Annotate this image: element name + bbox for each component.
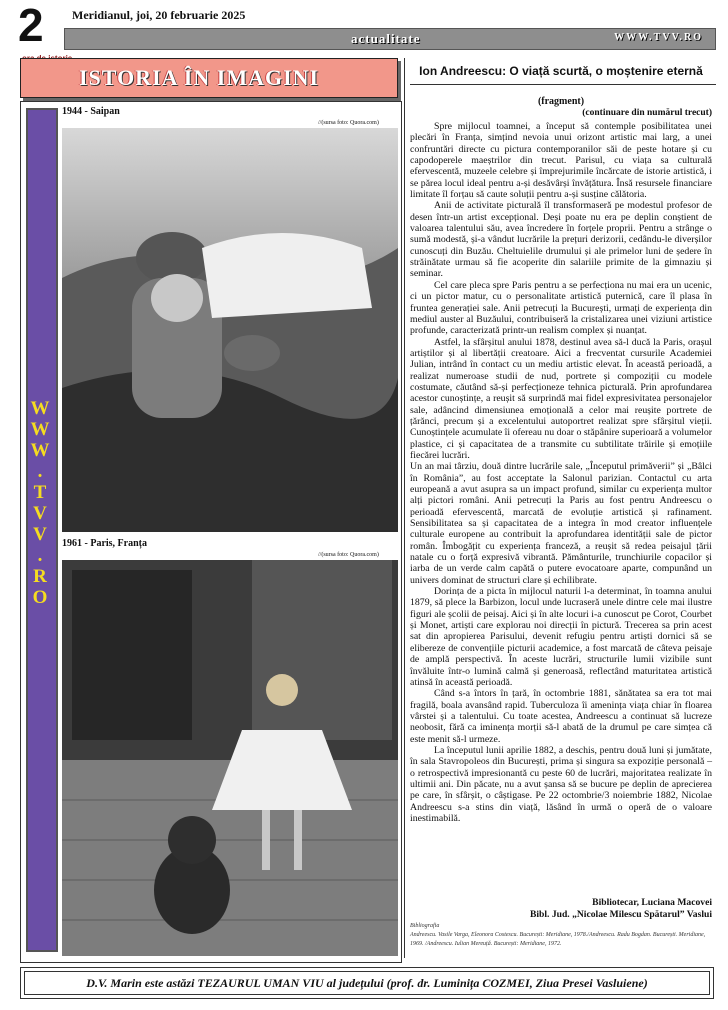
band-letter: W xyxy=(30,440,50,461)
photo-saipan-image xyxy=(62,128,398,532)
paragraph: Astfel, la sfârșitul anului 1878, destinul avea să-l ducă la Paris, orașul artiștilor și al libertății creatoare. Aici a frecventat cursurile Academiei Julian, intrând în contact cu un mediu artistic elevat. În această perioadă, a realizat numeroase studii de nud, portrete și compoziții cu modele costumate, căutând să-și perfecționeze tehnica picturală. Prin aprofundarea acestor cunoștințe, a reușit să surprindă mai fidel expresivitatea personajelor sale, adâncind dimensiunea emoțională a celor mai reușite portrete de țărănci, precum și a excelentului autoportret realizat spre sfârșitul vieții. Cunoștințele acumulate îi ofereau nu doar o stăpânire superioară a volumelor plastice, ci și capacitatea de a transmite cu subtilitate trăirile și emoțiile fiecărei lucrări. xyxy=(410,336,712,461)
article-body xyxy=(410,121,712,824)
paragraph: Când s-a întors în țară, în octombrie 1881, sănătatea sa era tot mai fragilă, boala avansând rapid. Tuberculoza îi amenința viața chiar în floarea vârstei și a talentului. Cu toate acestea, Andreescu a continuat să lucreze neobosit, fără ca iminența morții să-l abată de la drumul pe care simțea că este menit să-l urmeze. xyxy=(410,688,712,745)
website-label: WWW.TVV.RO xyxy=(614,32,703,43)
section-label: actualitate xyxy=(351,31,421,46)
paragraph: Cel care pleca spre Paris pentru a se perfecționa nu mai era un ucenic, ci un pictor matur, cu o personalitate artistică puternică, care îl plasa în fruntea generației sale. Anii petrecuți la București, urmați de experiența din mediul auster al Buzăului, contribuiseră la cristalizarea unei viziuni artistice profunde, caracterizată printr-un realism complex și nuanțat. xyxy=(410,279,712,337)
article-title: Ion Andreescu: O viață scurtă, o moștenire eternă xyxy=(419,64,703,78)
band-letter: W xyxy=(30,419,50,440)
paragraph: Dorința de a picta în mijlocul naturii l-a determinat, în toamna anului 1879, să plece la Barbizon, locul unde lucraseră unele dintre cele mai ilustre figuri ale școlii de peisaj. Aici și în alte locuri i-a cunoscut pe Corot, Courbet și Monet, artiști care explorau noi direcții în pictură. Trecerea sa prin acest sat din apropierea Parisului, devenit refugiu pentru artiști dornici să se elibereze de convențiile picturii academice, a fost marcată de câteva peisaje de amplă perspectivă. În aceste lucrări, structurile lumii vizibile sunt învăluite într-o lumină calmă și generoasă, reflectând maturitatea artistică atinsă în această perioadă. xyxy=(410,586,712,688)
paragraph: Anii de activitate picturală îl transformaseră pe modestul profesor de desen într-un artist excepțional. Deși poate nu era pe deplin conștient de valoarea talentului său, avea încredere în forțele proprii. Pentru a strânge o sumă modestă, și-a vândut lucrările la prețuri derizorii, cedându-le diverșilor cunoscuți din Buzău. Cheltuielile drumului și ale primelor luni de ședere în străinătate urmau să fie acoperite din salariile primite de la gimnaziu și seminar. xyxy=(410,200,712,280)
paragraph: Un an mai târziu, două dintre lucrările sale, „Începutul primăverii” și „Bâlci în România”, au fost acceptate la Salonul parizian. Contactul cu arta europeană a avut asupra sa un impact profund, similar cu experiența multor alți pictori români. Anii petrecuți la Paris au fost pentru Andreescu o perioadă efervescentă, marcată de evoluție artistică și rafinament. Sensibilitatea sa și capacitatea de a integra în mod creator influențele culturale europene au contribuit la aprofundarea identității sale de pictor român. Îmbogățit cu experiența franceză, a reușit să redea peisajul țării natale cu o forță expresivă vibrantă. Pământurile, trunchiurile copacilor și iarba de un verde calm capătă o putere evocatoare aparte, compunând un univers dominat de structuri clare și echilibrate. xyxy=(410,461,712,586)
photo-1-source: //(sursa foto: Quora.com) xyxy=(318,120,379,126)
article-fragment-label: (fragment) xyxy=(537,96,585,107)
paragraph: Spre mijlocul toamnei, a început să contemple posibilitatea unei plecări în Franța, simțind nevoia unui orizont artistic mai larg, a unei confruntări directe cu pictura contemporanilor săi de peste hotare și cu capodoperele maeștrilor din trecut. Parisul, cu viața sa culturală efervescentă, muzeele celebre și împrejurimile încărcate de istorie artistică, i se părea locul ideal pentru a-și desăvârși învățătura. Însă resursele financiare limitate îl forțau să caute soluții pentru a-și susține călătoria. xyxy=(410,121,712,201)
vertical-band-text xyxy=(26,398,54,608)
band-letter: R xyxy=(33,566,47,587)
photo-saipan xyxy=(62,128,398,532)
top-bar xyxy=(64,28,716,50)
page-number: 2 xyxy=(18,0,44,51)
band-letter: T xyxy=(33,482,47,503)
band-letter: . xyxy=(37,545,43,566)
band-letter: V xyxy=(33,524,47,545)
photo-2-source: //(sursa foto: Quora.com) xyxy=(318,552,379,558)
article-continuation-label: (continuare din numărul trecut) xyxy=(582,108,712,118)
title-rule xyxy=(410,84,716,85)
photo-paris-image xyxy=(62,560,398,956)
bibliography-text: Andreescu. Vasile Varga, Eleonora Costescu. București: Meridiane, 1978./Andreescu. Radu Bogdan. București. Meridiane, 1969. /Andreescu. Iulian Mereuță. București: Meridiane, 1972. xyxy=(410,932,706,947)
signature-author: Bibliotecar, Luciana Macovei xyxy=(592,897,712,908)
footer-box xyxy=(20,967,714,999)
bibliography xyxy=(410,922,712,949)
footer-text: D.V. Marin este astăzi TEZAURUL UMAN VIU al județului (prof. dr. Luminița COZMEI, Ziua Presei Vasluiene) xyxy=(24,971,710,995)
photo-1-caption: 1944 - Saipan xyxy=(62,106,120,117)
rubric-title-box xyxy=(20,58,398,98)
band-letter: W xyxy=(30,398,50,419)
photo-paris xyxy=(62,560,398,956)
band-letter: V xyxy=(33,503,47,524)
bibliography-label: Bibliografia xyxy=(410,923,440,929)
rubric-title: ISTORIA ÎN IMAGINI xyxy=(79,65,320,90)
signature-library: Bibl. Jud. „Nicolae Milescu Spătarul” Vaslui xyxy=(529,909,712,920)
date-line: Meridianul, joi, 20 februarie 2025 xyxy=(72,8,246,22)
paragraph: La începutul lunii aprilie 1882, a deschis, pentru două luni și jumătate, în sala Stavropoleos din București, prima și singura sa expoziție personală – o retrospectivă impresionantă cu peste 60 de lucrări, majoritatea realizate în ultimii ani. Din păcate, nu a avut șansa să se bucure pe deplin de aprecierea pe care, în sfârșit, o câștigase. Pe 22 octombrie/3 noiembrie 1882, Nicolae Andreescu s-a stins din viață, lăsând în urmă o operă de o valoare inestimabilă. xyxy=(410,744,712,824)
column-divider xyxy=(404,58,405,958)
band-letter: . xyxy=(37,461,43,482)
photo-2-caption: 1961 - Paris, Franța xyxy=(62,538,147,549)
band-letter: O xyxy=(32,587,48,608)
